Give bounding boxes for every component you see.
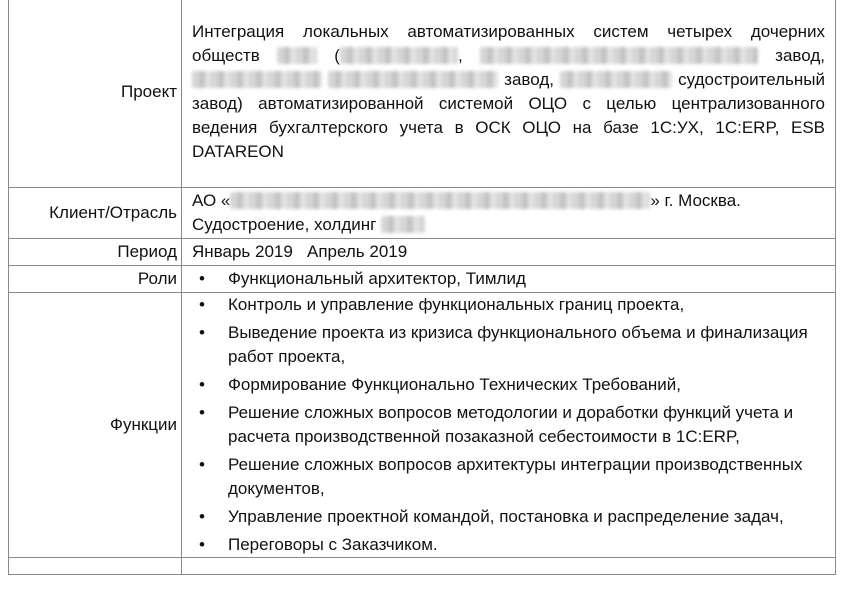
period-row	[9, 239, 836, 266]
client-prefix: АО «	[192, 191, 231, 210]
client-city: » г. Москва.	[650, 191, 741, 210]
function-text: Управление проектной командой, постановка и распределение задач,	[228, 507, 784, 526]
bullet-icon: •	[199, 403, 205, 422]
functions-row	[9, 293, 836, 558]
project-value	[182, 0, 836, 188]
list-item	[192, 505, 825, 529]
client-value	[182, 188, 836, 239]
client-industry: Судостроение, холдинг	[192, 215, 377, 234]
project-description	[192, 20, 825, 164]
list-item	[192, 453, 825, 501]
redacted-text	[277, 47, 317, 64]
project-row	[9, 0, 836, 188]
client-row	[9, 188, 836, 239]
bullet-icon: •	[199, 507, 205, 526]
client-label: Клиент/Отрасль	[9, 188, 182, 239]
bullet-icon: •	[199, 323, 205, 342]
function-text: Контроль и управление функциональных границ проекта,	[228, 295, 685, 314]
bullet-icon: •	[199, 295, 205, 314]
empty-cell	[182, 558, 836, 575]
bullet-icon: •	[199, 455, 205, 474]
client-line-2	[192, 213, 825, 237]
functions-list	[192, 293, 825, 557]
project-text-4: завод,	[775, 46, 825, 65]
redacted-text	[192, 71, 322, 88]
redacted-client-name	[230, 192, 650, 209]
roles-label: Роли	[9, 266, 182, 293]
list-item	[192, 533, 825, 557]
client-line-1	[192, 189, 825, 213]
list-item	[192, 373, 825, 397]
roles-row	[9, 266, 836, 293]
function-text: Переговоры с Заказчиком.	[228, 535, 438, 554]
function-text: Формирование Функционально Технических Требований,	[228, 375, 682, 394]
period-value: Январь 2019 Апрель 2019	[182, 239, 836, 266]
project-text-6: судостроительный завод) автоматизированной системой ОЦО с целью централизованного ведения бухгалтерского учета в ОСК ОЦО на базе 1С:УХ, 1С:ERP, ESB DATAREON	[192, 70, 826, 161]
redacted-text	[340, 47, 458, 64]
list-item	[192, 293, 825, 317]
roles-list	[192, 267, 825, 291]
redacted-text	[560, 71, 672, 88]
redacted-text	[480, 47, 758, 64]
list-item	[192, 267, 825, 291]
functions-value	[182, 293, 836, 558]
functions-label: Функции	[9, 293, 182, 558]
roles-value	[182, 266, 836, 293]
next-row-partial	[9, 558, 836, 575]
project-details-table	[8, 0, 836, 575]
project-label: Проект	[9, 0, 182, 188]
bullet-icon: •	[199, 535, 205, 554]
redacted-text	[328, 71, 498, 88]
function-text: Решение сложных вопросов методологии и доработки функций учета и расчета производственной позаказной себестоимости в 1С:ERP,	[228, 403, 794, 446]
redacted-holding-name	[381, 216, 425, 233]
project-text-3: ,	[457, 46, 463, 65]
project-text-2: (	[334, 46, 340, 65]
role-text: Функциональный архитектор, Тимлид	[228, 269, 526, 288]
bullet-icon: •	[199, 269, 205, 288]
bullet-icon: •	[199, 375, 205, 394]
project-text-1: Интеграция локальных автоматизированных систем четырех дочерних обществ	[192, 22, 825, 65]
list-item	[192, 321, 825, 369]
period-label: Период	[9, 239, 182, 266]
list-item	[192, 401, 825, 449]
function-text: Выведение проекта из кризиса функционального объема и финализация работ проекта,	[228, 323, 808, 366]
function-text: Решение сложных вопросов архитектуры интеграции производственных документов,	[228, 455, 803, 498]
project-text-5: завод,	[504, 70, 554, 89]
empty-cell	[9, 558, 182, 575]
